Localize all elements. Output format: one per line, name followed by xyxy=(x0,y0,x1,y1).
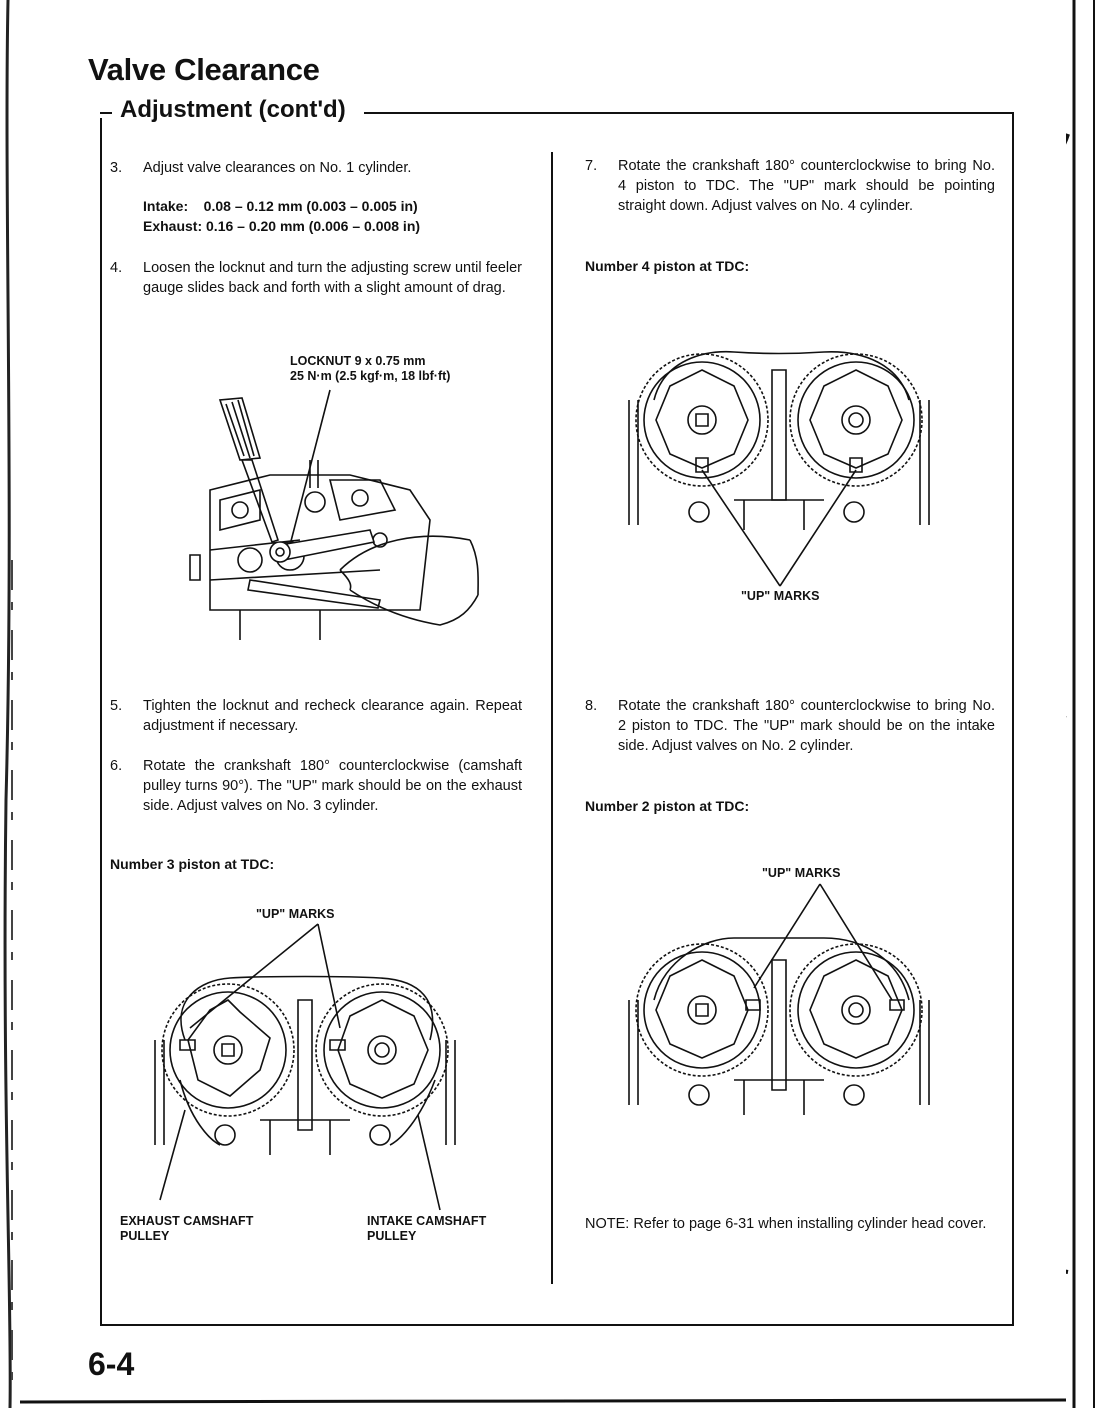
column-divider xyxy=(551,152,553,1284)
step-number: 8. xyxy=(585,698,598,714)
step-text: Tighten the locknut and recheck clearance again. Repeat adjustment if necessary. xyxy=(143,698,522,734)
page-number: 6-4 xyxy=(88,1346,135,1382)
step-text: Loosen the locknut and turn the adjusting screw until feeler gauge slides back and forth with a slight amount of drag. xyxy=(143,260,522,296)
up-marks-label-no2: "UP" MARKS xyxy=(762,866,841,880)
clearance-specs xyxy=(143,196,523,236)
intake-pulley-label: INTAKE CAMSHAFT PULLEY xyxy=(367,1214,487,1243)
step-number: 3. xyxy=(110,160,123,176)
caption-no3-tdc: Number 3 piston at TDC: xyxy=(110,856,275,872)
binder-edge-left xyxy=(0,0,18,1408)
binder-edge-right xyxy=(1066,0,1100,1408)
intake-spec: Intake: 0.08 – 0.12 mm (0.003 – 0.005 in) xyxy=(143,198,418,214)
step-text: Rotate the crankshaft 180° counterclockwise (camshaft pulley turns 90°). The "UP" mark should be on the exhaust side. Adjust valves on No. 3 cylinder. xyxy=(143,758,522,814)
bottom-edge-rule xyxy=(20,1396,1080,1406)
step-text: Rotate the crankshaft 180° counterclockwise to bring No. 4 piston to TDC. The "UP" mark should be pointing straight down. Adjust valves on No. 4 cylinder. xyxy=(618,158,995,214)
camshaft-pulleys-no2-illustration xyxy=(624,880,934,1120)
page-title: Valve Clearance xyxy=(88,52,320,87)
up-marks-label-no4: "UP" MARKS xyxy=(741,589,820,603)
installation-note: NOTE: Refer to page 6-31 when installing cylinder head cover. xyxy=(585,1216,987,1232)
camshaft-pulleys-no4-illustration xyxy=(624,340,934,590)
locknut-label: LOCKNUT 9 x 0.75 mm 25 N·m (2.5 kgf·m, 18 lbf·ft) xyxy=(290,354,451,383)
section-title: Adjustment (cont'd) xyxy=(116,96,350,124)
caption-no2-tdc: Number 2 piston at TDC: xyxy=(585,798,750,814)
step-number: 4. xyxy=(110,260,123,276)
valve-adjustment-illustration xyxy=(180,380,480,680)
exhaust-pulley-label: EXHAUST CAMSHAFT PULLEY xyxy=(120,1214,254,1243)
camshaft-pulleys-no3-illustration xyxy=(150,920,460,1160)
up-marks-label-no3: "UP" MARKS xyxy=(256,907,335,921)
step-text: Rotate the crankshaft 180° counterclockwise to bring No. 2 piston to TDC. The "UP" mark should be on the intake side. Adjust valves on No. 2 cylinder. xyxy=(618,698,995,754)
step-number: 5. xyxy=(110,698,123,714)
caption-no4-tdc: Number 4 piston at TDC: xyxy=(585,258,750,274)
exhaust-spec: Exhaust: 0.16 – 0.20 mm (0.006 – 0.008 in) xyxy=(143,218,421,234)
step-text: Adjust valve clearances on No. 1 cylinder. xyxy=(143,160,412,176)
step-number: 6. xyxy=(110,758,123,774)
step-number: 7. xyxy=(585,158,598,174)
